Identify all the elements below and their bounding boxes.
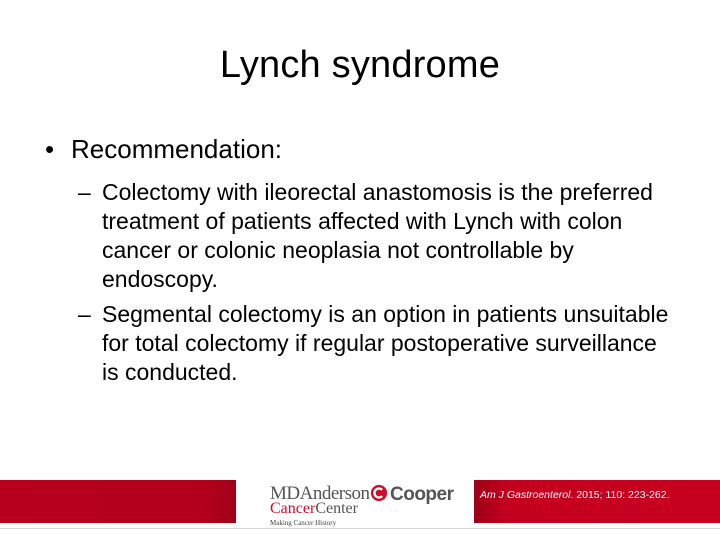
sub-bullet-item <box>78 300 678 387</box>
cooper-c-logo-icon <box>370 484 388 502</box>
main-bullet <box>45 134 282 165</box>
sub-bullet-text: Segmental colectomy is an option in patients unsuitable for total colectomy if regular postoperative surveillance is conducted. <box>102 301 669 385</box>
logo-md-anderson-text: MDAnderson <box>270 483 370 504</box>
main-bullet-text: Recommendation: <box>71 134 282 164</box>
sub-bullet-list <box>78 178 678 393</box>
footer-red-bar-right <box>470 480 720 523</box>
logo-cancer-center-text: CancerCenter <box>270 500 358 517</box>
bullet-marker: • <box>45 134 55 164</box>
citation-journal: Am J Gastroenterol <box>480 489 571 501</box>
citation-details: . 2015; 110: 223-262. <box>570 489 670 501</box>
sub-bullet-item <box>78 178 678 294</box>
md-anderson-cooper-logo <box>270 483 454 527</box>
sub-bullet-marker: – <box>78 179 91 205</box>
slide-title: Lynch syndrome <box>219 44 501 86</box>
footer-divider <box>0 528 720 529</box>
logo-tagline: Making Cancer History <box>270 519 337 527</box>
sub-bullet-text: Colectomy with ileorectal anastomosis is the preferred treatment of patients affected with Lynch with colon cancer or colonic neoplasia not controllable by endoscopy. <box>102 179 653 292</box>
logo-cooper-text: Cooper <box>390 484 454 505</box>
footer-red-bar-left <box>0 480 240 523</box>
citation <box>480 489 670 501</box>
sub-bullet-marker: – <box>78 301 91 327</box>
